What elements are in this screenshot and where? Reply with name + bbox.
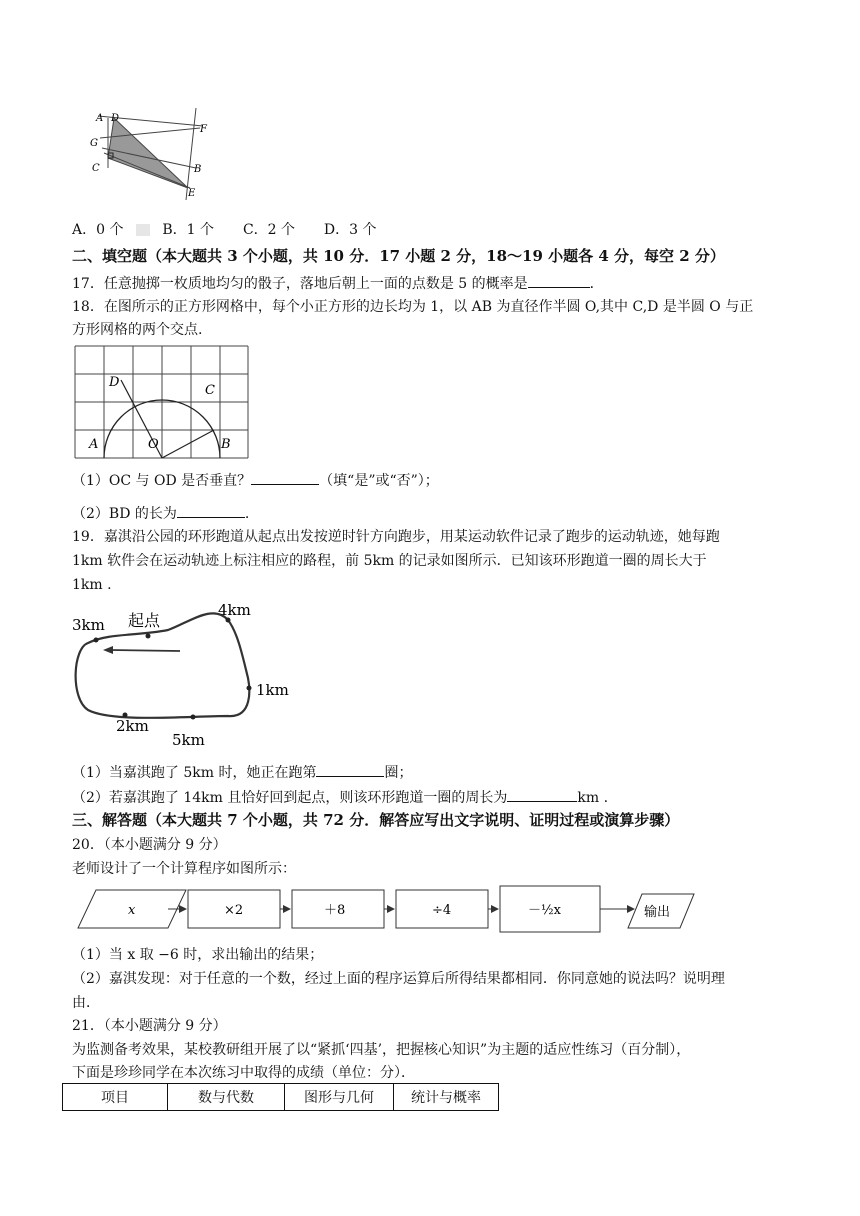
q21-score-table bbox=[62, 1083, 499, 1111]
flow-input: x bbox=[128, 903, 136, 918]
section3-heading: 三、解答题（本大题共 7 个小题，共 72 分．解答应写出文字说明、证明过程或演算步骤） bbox=[72, 811, 680, 829]
q18-line2: 方形网格的两个交点. bbox=[72, 322, 203, 338]
q17: 17．任意抛掷一枚质地均匀的骰子，落地后朝上一面的点数是 5 的概率是 ． bbox=[72, 273, 604, 294]
fig16-label-b: B bbox=[194, 164, 202, 175]
q19-sub2: （2）若嘉淇跑了 14km 且恰好回到起点，则该环形跑道一圈的周长为 km . bbox=[72, 787, 608, 808]
section2-heading: 二、填空题（本大题共 3 个小题，共 10 分．17 小题 2 分，18～19 小题各 4 分，每空 2 分） bbox=[72, 247, 725, 265]
fig19-label-5km: 5km bbox=[172, 731, 205, 749]
flow-times2: ×2 bbox=[224, 903, 244, 918]
fig18-label-o: O bbox=[148, 437, 159, 452]
q16-options bbox=[72, 220, 377, 240]
fig19-label-1km: 1km bbox=[256, 681, 289, 699]
flow-minus-half-x: －½x bbox=[528, 903, 561, 918]
q16-figure bbox=[78, 108, 218, 203]
fig16-label-e: E bbox=[188, 188, 196, 199]
fig18-label-d: D bbox=[109, 375, 120, 390]
q21-line2: 下面是珍珍同学在本次练习中取得的成绩（单位：分）． bbox=[72, 1065, 415, 1081]
fig19-label-2km: 2km bbox=[116, 717, 149, 735]
fig18-label-a: A bbox=[89, 437, 99, 452]
table-row bbox=[63, 1084, 499, 1111]
q21-title: 21．（本小题满分 9 分） bbox=[72, 1018, 227, 1034]
flow-output: 输出 bbox=[644, 905, 671, 920]
fig18-label-c: C bbox=[205, 383, 215, 398]
q19-line1: 19．嘉淇沿公园的环形跑道从起点出发按逆时针方向跑步，用某运动软件记录了跑步的运动轨迹，她每跑 bbox=[72, 529, 720, 545]
q19-line2: 1km 软件会在运动轨迹上标注相应的路程，前 5km 的记录如图所示．已知该环形跑道一圈的周长大于 bbox=[72, 553, 707, 569]
option-b: B．1 个 bbox=[162, 222, 215, 238]
fig16-label-d: D bbox=[111, 113, 120, 124]
header-geometry: 图形与几何 bbox=[285, 1084, 394, 1111]
q20-title: 20．（本小题满分 9 分） bbox=[72, 837, 227, 853]
fig19-label-4km: 4km bbox=[218, 601, 251, 619]
fig19-label-start: 起点 bbox=[128, 611, 161, 630]
q18-sub1: （1）OC 与 OD 是否垂直？ （填“是”或“否”）； bbox=[72, 470, 439, 491]
header-statistics: 统计与概率 bbox=[394, 1084, 499, 1111]
fig16-label-g: G bbox=[90, 138, 98, 149]
fig16-label-a: A bbox=[96, 113, 104, 124]
fig18-label-b: B bbox=[221, 437, 231, 452]
option-a: A．0 个 bbox=[72, 222, 124, 238]
option-d: D．3 个 bbox=[323, 222, 377, 238]
q20-intro: 老师设计了一个计算程序如图所示： bbox=[72, 861, 296, 877]
q20-sub2-line1: （2）嘉淇发现：对于任意的一个数，经过上面的程序运算后所得结果都相同．你同意她的说法吗？说明理 bbox=[72, 971, 725, 987]
q18-line1: 18．在图所示的正方形网格中，每个小正方形的边长均为 1，以 AB 为直径作半圆 O,其中 C,D 是半圆 O 与正 bbox=[72, 299, 754, 315]
flow-div4: ÷4 bbox=[432, 903, 452, 918]
flow-plus8: ＋8 bbox=[324, 903, 346, 918]
q20-sub1: （1）当 x 取 −6 时，求出输出的结果； bbox=[72, 947, 324, 963]
q21-line1: 为监测备考效果，某校教研组开展了以“紧抓‘四基’，把握核心知识”为主题的适应性练习（百分制）， bbox=[72, 1042, 691, 1058]
q19-track-figure bbox=[68, 598, 298, 750]
q19-sub1: （1）当嘉淇跑了 5km 时，她正在跑第 圈； bbox=[72, 762, 412, 783]
q20-sub2-line2: 由． bbox=[72, 995, 100, 1011]
q18-grid-figure bbox=[73, 344, 253, 460]
fig16-label-c: C bbox=[92, 163, 100, 174]
q19-line3: 1km . bbox=[72, 577, 112, 593]
header-algebra: 数与代数 bbox=[168, 1084, 285, 1111]
q18-sub2: （2）BD 的长为 . bbox=[72, 503, 249, 524]
fig19-label-3km: 3km bbox=[72, 616, 105, 634]
header-item: 项目 bbox=[63, 1084, 168, 1111]
option-c: C．2 个 bbox=[242, 222, 296, 238]
q20-flowchart bbox=[76, 884, 696, 940]
fig16-label-f: F bbox=[200, 124, 207, 135]
